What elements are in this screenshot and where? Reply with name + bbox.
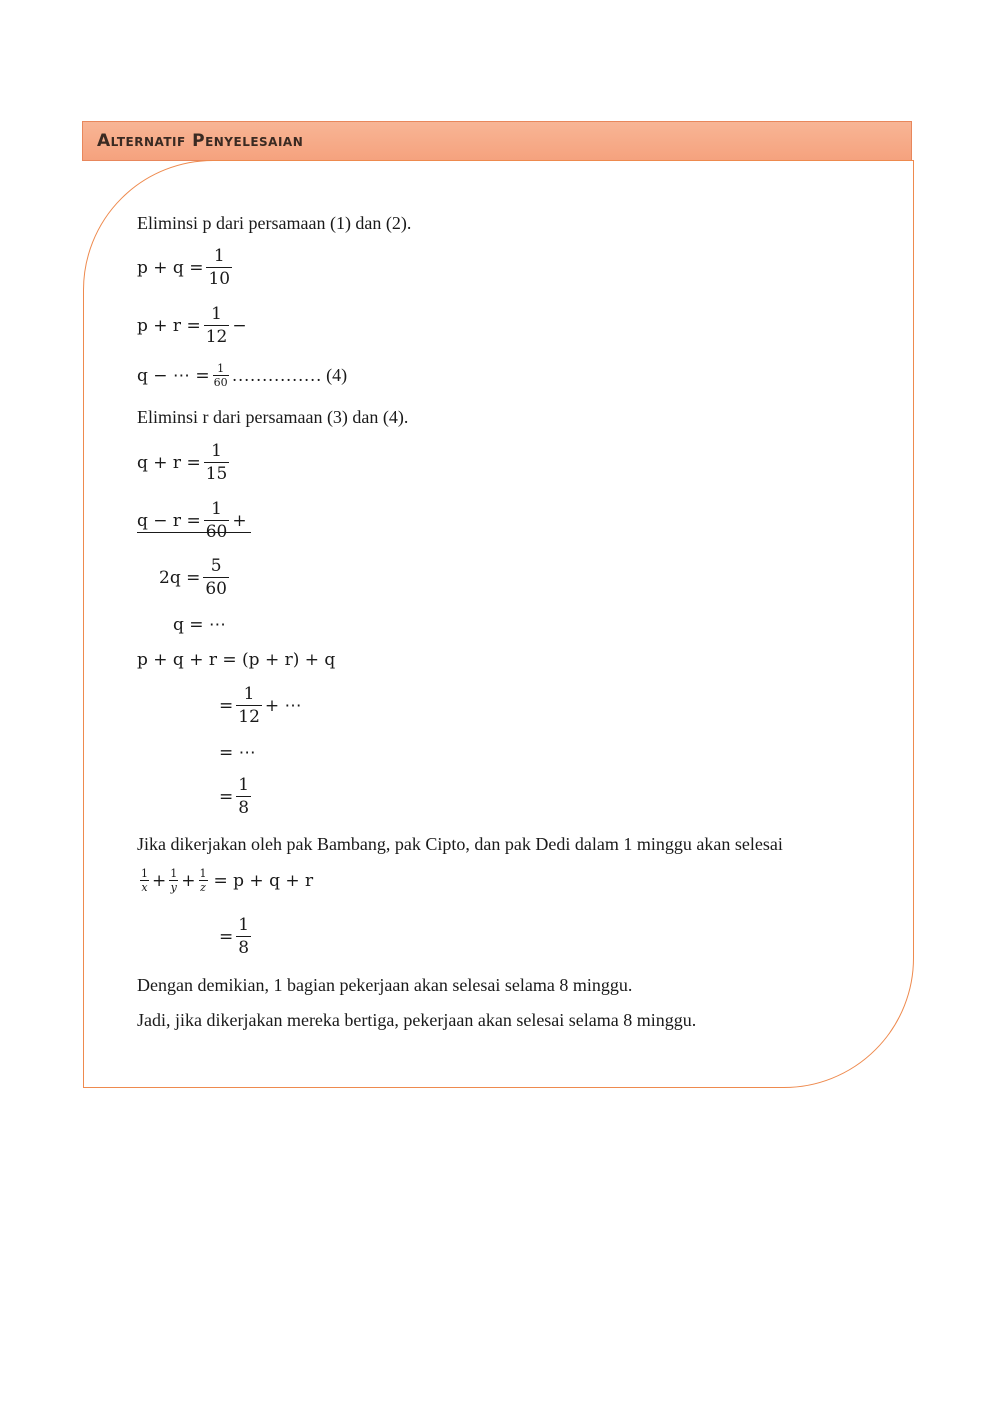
equation-6-lhs: 2q =: [159, 567, 201, 588]
elimination-r-intro: Eliminsi r dari persamaan (3) dan (4).: [137, 407, 409, 427]
equation-10: = ⋯: [219, 743, 256, 763]
equation-5: [137, 498, 247, 543]
equation-4-fraction: $\frac{1}{15}$: [205, 441, 228, 484]
equation-2-fraction: $\frac{1}{12}$: [205, 304, 228, 347]
equation-3-label: …………… (4): [231, 365, 348, 385]
equation-9: [219, 683, 302, 728]
equation-5-operator: +: [232, 510, 247, 531]
equation-11: [219, 774, 254, 819]
equation-11-fraction: $\frac{1}{8}$: [238, 775, 250, 818]
plus-sign-1: +: [152, 870, 167, 891]
equation-8: p + q + r = (p + r) + q: [137, 650, 336, 670]
elimination-p-intro: Eliminsi p dari persamaan (1) dan (2).: [137, 213, 412, 233]
equation-13-equals: =: [219, 926, 234, 947]
fraction-1-over-z: $\frac{1}{z}$: [199, 867, 207, 894]
equation-9-fraction: $\frac{1}{12}$: [238, 684, 260, 727]
equation-3-fraction: $\frac{1}{60}$: [213, 362, 228, 389]
equation-13: [219, 914, 254, 959]
combined-work-sentence: Jika dikerjakan oleh pak Bambang, pak Cipto, dan pak Dedi dalam 1 minggu akan selesai: [137, 834, 783, 854]
equation-6-fraction: $\frac{5}{60}$: [205, 556, 227, 599]
equation-1-lhs: p + q =: [137, 257, 204, 278]
equation-12-rhs: = p + q + r: [213, 870, 314, 891]
plus-sign-2: +: [181, 870, 196, 891]
equation-4: [137, 440, 232, 485]
equation-12: [137, 867, 313, 894]
conclusion-sentence-1: Dengan demikian, 1 bagian pekerjaan akan selesai selama 8 minggu.: [137, 975, 633, 995]
fraction-1-over-x: $\frac{1}{x}$: [141, 867, 148, 894]
section-title: Alternatif Penyelesaian: [97, 131, 304, 151]
equation-2-lhs: p + r =: [137, 315, 201, 336]
equation-6: [159, 555, 232, 600]
equation-9-tail: + ⋯: [264, 695, 302, 716]
equation-3: [137, 362, 347, 389]
equation-1-fraction: $\frac{1}{10}$: [208, 246, 231, 289]
equation-13-fraction: $\frac{1}{8}$: [238, 915, 250, 958]
equation-7: q = ⋯: [173, 615, 226, 635]
equation-9-equals: =: [219, 695, 234, 716]
equation-5-lhs: q − r =: [137, 510, 201, 531]
equation-2-operator: −: [232, 315, 247, 336]
section-header: [82, 121, 912, 161]
conclusion-sentence-2: Jadi, jika dikerjakan mereka bertiga, pekerjaan akan selesai selama 8 minggu.: [137, 1010, 697, 1030]
equation-3-lhs: q − ⋯ =: [137, 365, 210, 386]
equation-1: [137, 245, 235, 290]
equation-5-fraction: $\frac{1}{60}$: [205, 499, 228, 542]
fraction-1-over-y: $\frac{1}{y}$: [170, 867, 178, 894]
equation-4-lhs: q + r =: [137, 452, 201, 473]
equation-11-equals: =: [219, 786, 234, 807]
equation-2: [137, 303, 247, 348]
subtraction-rule: [137, 532, 251, 533]
